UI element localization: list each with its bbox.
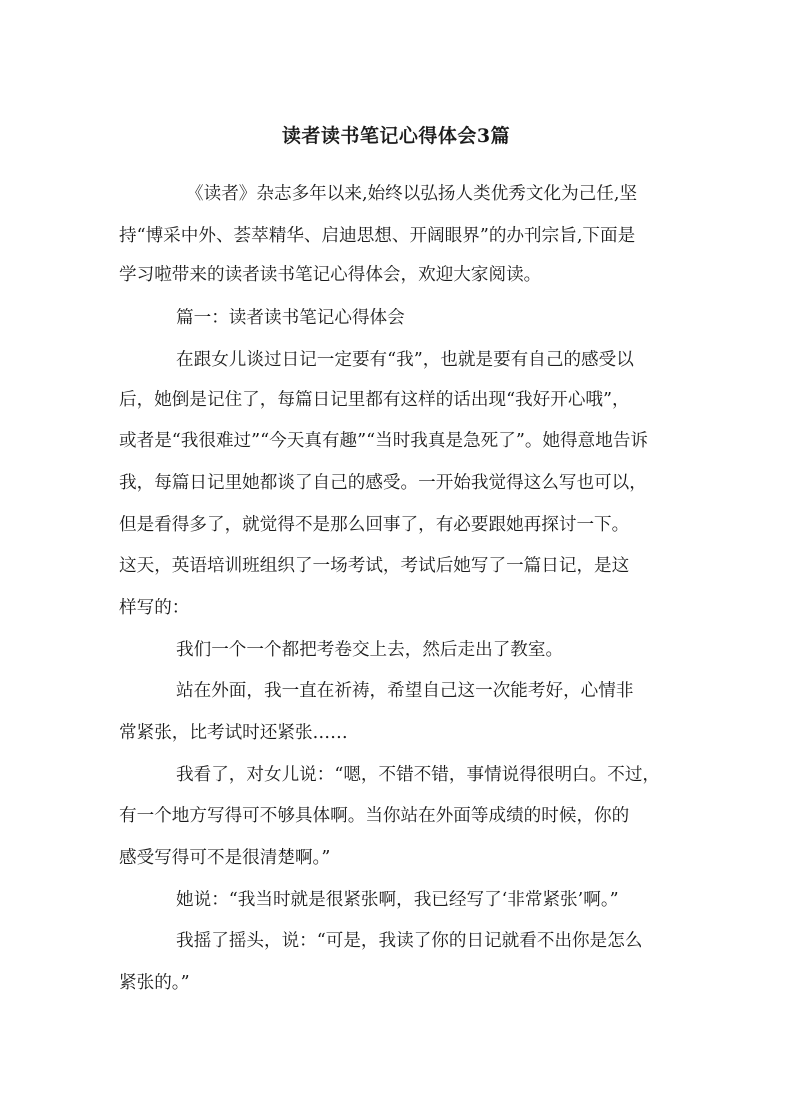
paragraph-line: 常紧张，比考试时还紧张…… [119,723,348,743]
paragraph-line: 但是看得多了，就觉得不是那么回事了，有必要跟她再探讨一下。 [119,515,630,535]
paragraph-line: 感受写得可不是很清楚啊。” [119,848,331,868]
paragraph-line: 后，她倒是记住了，每篇日记里都有这样的话出现“我好开心哦”， [119,390,630,410]
paragraph-line: 《读者》杂志多年以来,始终以弘扬人类优秀文化为己任,坚 [186,184,638,204]
paragraph-line: 我摇了摇头，说：“可是，我读了你的日记就看不出你是怎么 [176,931,643,951]
paragraph-line: 学习啦带来的读者读书笔记心得体会，欢迎大家阅读。 [119,265,542,285]
document-title: 读者读书笔记心得体会3篇 [281,125,511,147]
paragraph-line: 或者是“我很难过”“今天真有趣”“当时我真是急死了”。她得意地告诉 [119,431,649,451]
paragraph-line: 持“博采中外、荟萃精华、启迪思想、开阔眼界”的办刊宗旨,下面是 [119,226,636,246]
section-heading: 篇一：读者读书笔记心得体会 [176,308,405,328]
paragraph-line: 站在外面，我一直在祈祷，希望自己这一次能考好，心情非 [176,681,634,701]
paragraph-line: 这天，英语培训班组织了一场考试，考试后她写了一篇日记，是这 [119,556,630,576]
paragraph-line: 我看了，对女儿说：“嗯，不错不错，事情说得很明白。不过， [176,765,661,785]
paragraph-line: 她说：“我当时就是很紧张啊，我已经写了‘非常紧张’啊。” [176,890,619,910]
paragraph-line: 样写的： [119,598,190,618]
paragraph-line: 紧张的。” [119,973,190,993]
paragraph-line: 我，每篇日记里她都谈了自己的感受。一开始我觉得这么写也可以， [119,473,647,493]
paragraph-line: 在跟女儿谈过日记一定要有“我”，也就是要有自己的感受以 [176,350,634,370]
paragraph-line: 有一个地方写得可不够具体啊。当你站在外面等成绩的时候，你的 [119,806,630,826]
paragraph-line: 我们一个一个都把考卷交上去，然后走出了教室。 [176,640,564,660]
